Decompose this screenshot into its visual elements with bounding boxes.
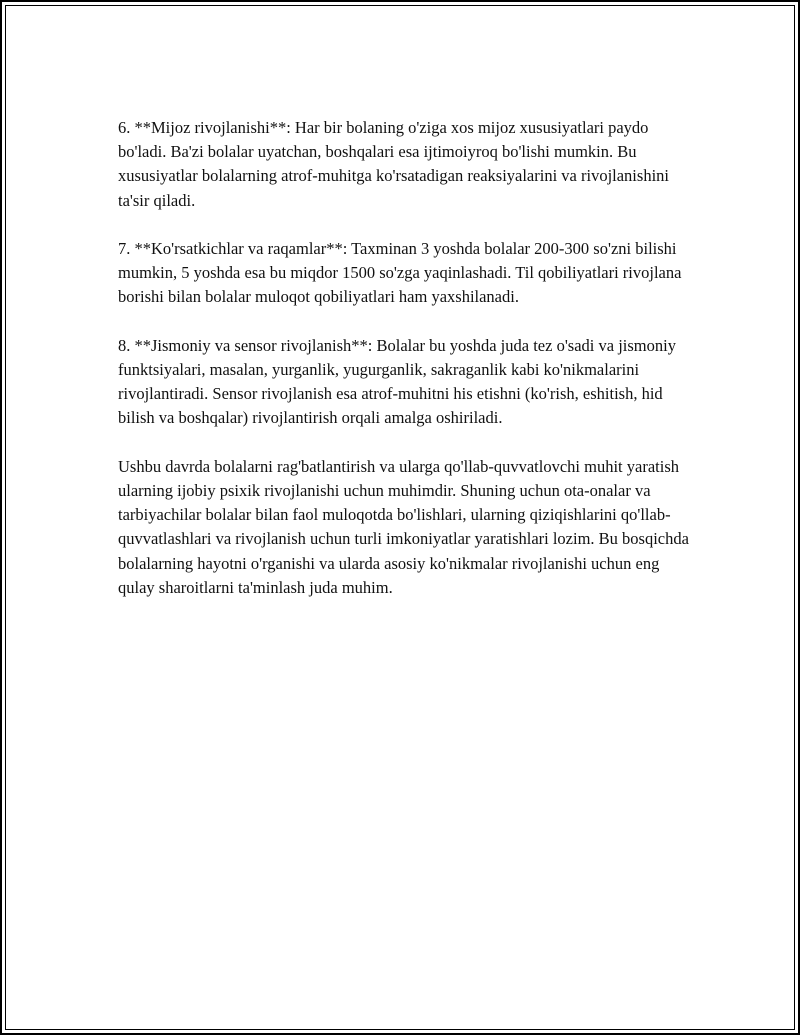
paragraph-conclusion: Ushbu davrda bolalarni rag'batlantirish va ularga qo'llab-quvvatlovchi muhit yaratish ularning ijobiy psixik rivojlanishi uchun muhimdir. Shuning uchun ota-onalar va tarbiyachilar bolalar bilan faol muloqotda bo'lishlari, ularning qiziqishlarini qo'llab-quvvatlashlari va rivojlanish uchun turli imkoniyatlar yaratishlari lozim. Bu bosqichda bolalarning hayotni o'rganishi va ularda asosiy ko'nikmalar rivojlanishi uchun eng qulay sharoitlarni ta'minlash juda muhim.: [118, 456, 689, 597]
document-body: [118, 116, 693, 624]
paragraph-jismoniy-sensor: 8. **Jismoniy va sensor rivojlanish**: Bolalar bu yoshda juda tez o'sadi va jismoniy funktsiyalari, masalan, yurganlik, yugurganlik, sakraganlik kabi ko'nikmalarini rivojlantiradi. Sensor rivojlanish esa atrof-muhitni his etishni (ko'rish, eshitish, hid bilish va boshqalar) rivojlantirish orqali amalga oshiriladi.: [118, 335, 676, 428]
paragraph-mijoz-rivojlanishi: 6. **Mijoz rivojlanishi**: Har bir bolaning o'ziga xos mijoz xususiyatlari paydo bo'ladi. Ba'zi bolalar uyatchan, boshqalari esa ijtimoiyroq bo'lishi mumkin. Bu xususiyatlar bolalarning atrof-muhitga ko'rsatadigan reaksiyalarini va rivojlanishini ta'sir qiladi.: [118, 118, 669, 210]
paragraph-korsatkichlar: 7. **Ko'rsatkichlar va raqamlar**: Taxminan 3 yoshda bolalar 200-300 so'zni bilishi mumkin, 5 yoshda esa bu miqdor 1500 so'zga yaqinlashadi. Til qobiliyatlari rivojlana borishi bilan bolalar muloqot qobiliyatlari ham yaxshilanadi.: [118, 239, 682, 307]
